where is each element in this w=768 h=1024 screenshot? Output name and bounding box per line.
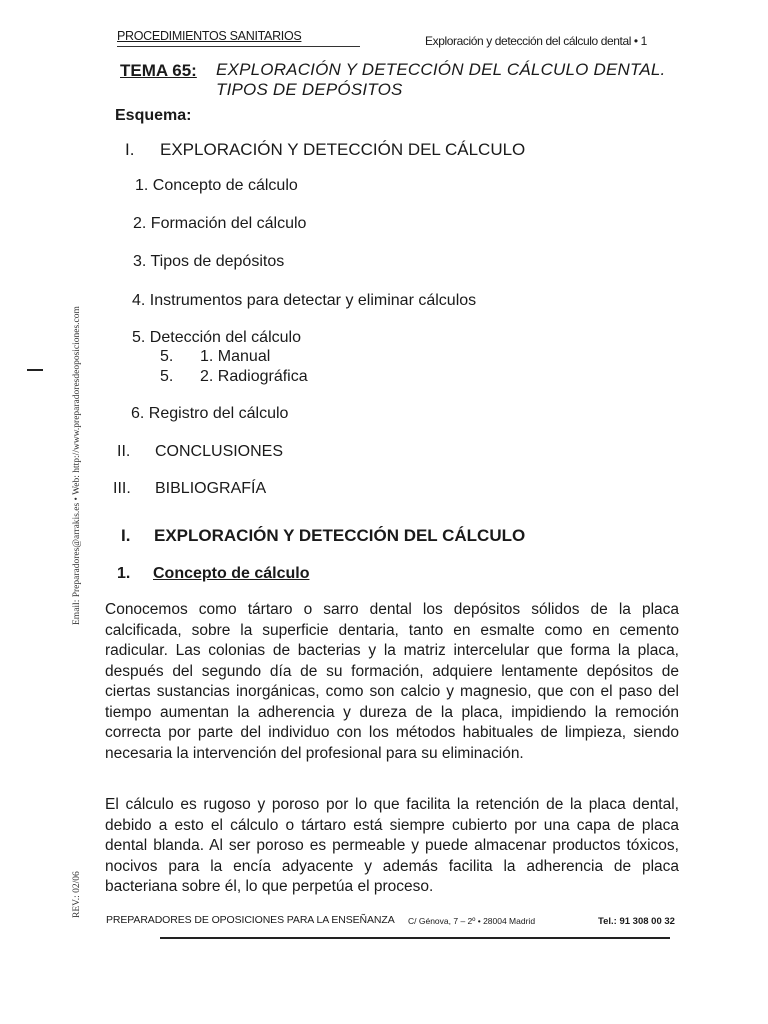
header-rule bbox=[117, 46, 360, 47]
esquema-heading: Esquema: bbox=[115, 107, 192, 124]
subsection-number: 1. bbox=[117, 565, 131, 582]
toc-subitem-num: 5. bbox=[160, 368, 174, 385]
toc-item: 2. Formación del cálculo bbox=[133, 215, 307, 232]
body-paragraph: Conocemos como tártaro o sarro dental los depósitos sólidos de la placa calcificada, sobre la superficie dentaria, tanto en esmalte como en cemento radicular. Las colonias de bacterias y la matriz intercelular que forma la placa, después del segundo día de su formación, adquiere lentamente depósitos de ciertas sustancias inorgánicas, como son calcio y magnesio, que con el paso del tiempo aumentan la adherencia y dureza de la placa, impidiendo la remoción correcta por parte del individuo con los métodos habituales de limpieza, siendo necesaria la intervención del profesional para su eliminación. bbox=[105, 601, 679, 762]
footer-publisher: PREPARADORES DE OPOSICIONES PARA LA ENSEÑANZA bbox=[106, 914, 395, 926]
section-number: I. bbox=[121, 526, 131, 545]
subsection-title-text: Concepto de cálculo bbox=[153, 565, 310, 582]
footer-address: C/ Génova, 7 – 2º • 28004 Madrid bbox=[408, 916, 536, 926]
footer-phone: Tel.: 91 308 00 32 bbox=[598, 916, 675, 927]
toc-section-num: I. bbox=[125, 140, 135, 159]
subsection-title bbox=[153, 565, 309, 583]
footer-rule bbox=[160, 937, 670, 939]
toc-section-num: II. bbox=[117, 443, 131, 460]
tema-title: EXPLORACIÓN Y DETECCIÓN DEL CÁLCULO DENTAL. TIPOS DE DEPÓSITOS bbox=[216, 60, 666, 99]
toc-section-title: BIBLIOGRAFÍA bbox=[155, 480, 267, 497]
sidebar-revision: REV.: 02/06 bbox=[72, 871, 82, 918]
toc-section-num: III. bbox=[113, 480, 131, 497]
toc-item: 5. Detección del cálculo bbox=[132, 329, 301, 346]
toc-item: 4. Instrumentos para detectar y eliminar cálculos bbox=[132, 292, 477, 309]
running-header-left: PROCEDIMIENTOS SANITARIOS bbox=[117, 29, 302, 43]
sidebar-contact: Email: Preparadores@arrakis.es • Web: http://www.preparadoresdeoposiciones.com bbox=[72, 306, 82, 625]
toc-subitem: 2. Radiográfica bbox=[200, 368, 308, 385]
running-header-right: Exploración y detección del cálculo dental • 1 bbox=[425, 34, 647, 48]
toc-item: 1. Concepto de cálculo bbox=[135, 177, 298, 194]
body-paragraph: El cálculo es rugoso y poroso por lo que facilita la retención de la placa dental, debido a esto el cálculo o tártaro está siempre cubierto por una capa de placa dental blanda. Al ser poroso es permeable y puede almacenar productos tóxicos, nocivos para la encía adyacente y además facilita la adherencia de placa bacteriana sobre él, lo que perpetúa el proceso. bbox=[105, 796, 679, 895]
tema-label: TEMA 65: bbox=[120, 61, 197, 80]
toc-subitem: 1. Manual bbox=[200, 348, 271, 365]
toc-subitem-num: 5. bbox=[160, 348, 174, 365]
toc-item: 3. Tipos de depósitos bbox=[133, 253, 285, 270]
section-title: EXPLORACIÓN Y DETECCIÓN DEL CÁLCULO bbox=[154, 526, 526, 545]
toc-item: 6. Registro del cálculo bbox=[131, 405, 289, 422]
margin-mark bbox=[27, 369, 43, 371]
toc-section-title: EXPLORACIÓN Y DETECCIÓN DEL CÁLCULO bbox=[160, 140, 526, 159]
toc-section-title: CONCLUSIONES bbox=[155, 443, 284, 460]
